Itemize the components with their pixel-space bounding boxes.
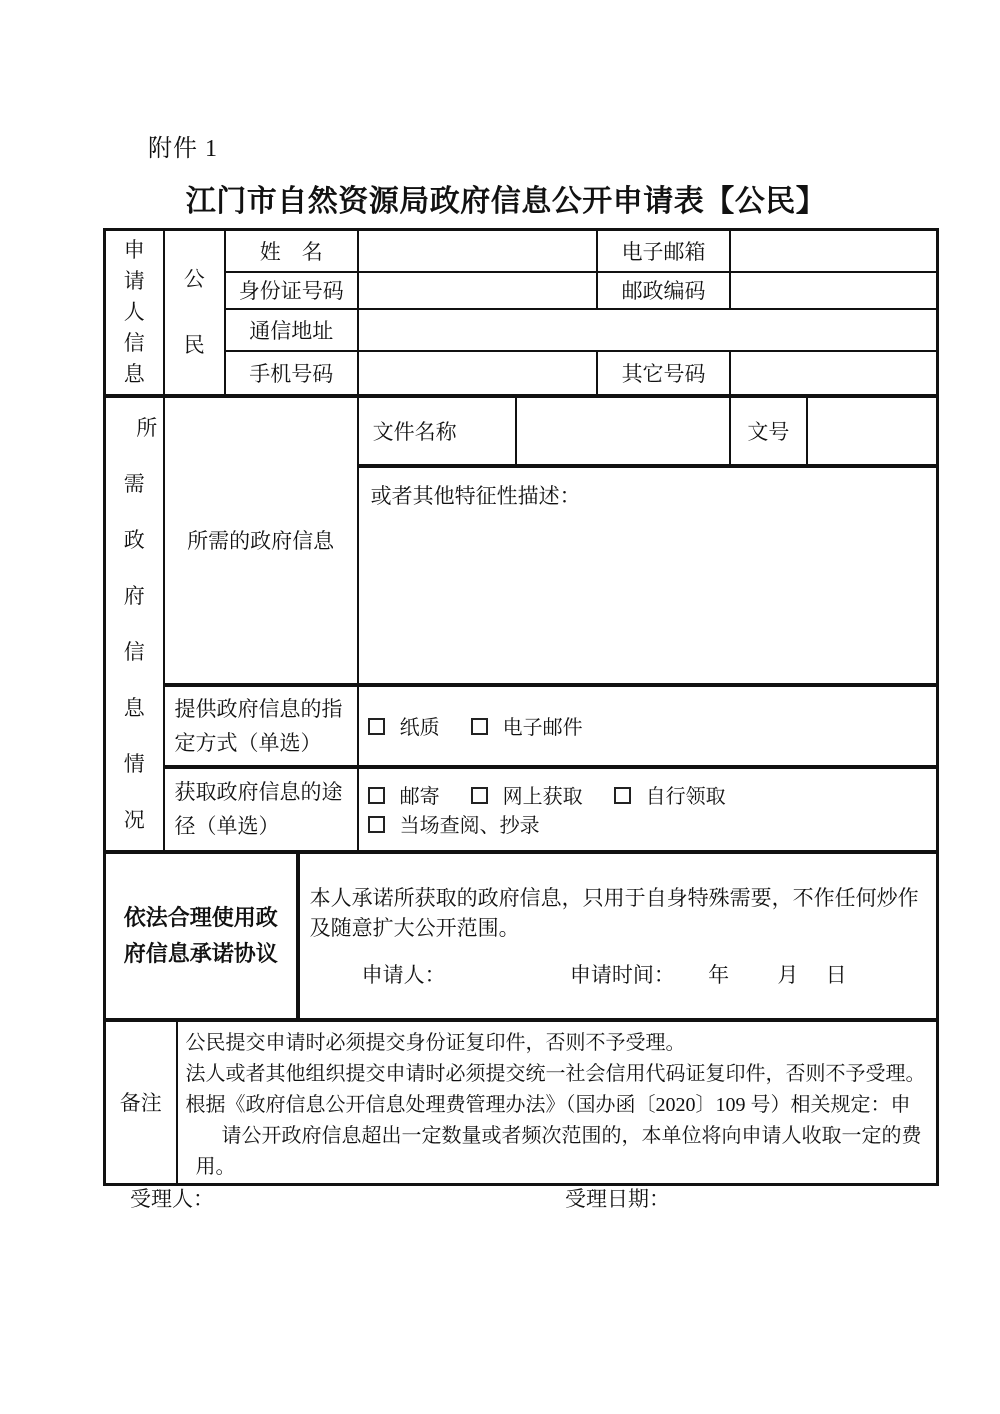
applicant-type-cell — [164, 230, 225, 396]
delivery-method-options — [358, 685, 937, 767]
address-label: 通信地址 — [225, 309, 358, 351]
signature-month-label: 月 — [777, 962, 799, 987]
other-phone-input-cell[interactable] — [730, 351, 937, 396]
remark-line: 根据《政府信息公开信息处理费管理办法》（国办函〔2020〕109 号）相关规定：申 — [185, 1093, 911, 1116]
option-self-pickup-label: 自行领取 — [645, 786, 726, 808]
remark-line: 公民提交申请时必须提交身份证复印件，否则不予受理。 — [185, 1031, 686, 1054]
option-mail — [368, 786, 440, 808]
applicant-section-label: 申请人信息 — [123, 237, 145, 386]
checkbox-paper-icon[interactable] — [368, 718, 385, 735]
postal-code-label: 邮政编码 — [597, 272, 730, 309]
option-onsite-read-label: 当场查阅、抄录 — [399, 815, 540, 837]
option-self-pickup — [614, 786, 726, 808]
handler-label[interactable]: 受理人： — [130, 1187, 214, 1211]
id-number-input-cell[interactable] — [358, 272, 597, 309]
needed-info-label: 所需的政府信息 — [164, 396, 358, 685]
email-input-cell[interactable] — [730, 230, 937, 272]
remark-line: 法人或者其他组织提交申请时必须提交统一社会信用代码证复印件，否则不予受理。 — [185, 1062, 926, 1085]
mobile-label: 手机号码 — [225, 351, 358, 396]
remarks-label: 备注 — [105, 1020, 177, 1185]
option-online — [471, 786, 583, 808]
application-form-table — [103, 228, 939, 1186]
file-name-input-cell[interactable] — [516, 396, 730, 466]
commitment-label: 依法合理使用政府信息承诺协议 — [105, 852, 298, 1020]
checkbox-onsite-read-icon[interactable] — [368, 816, 385, 833]
acceptance-date-label[interactable]: 受理日期： — [565, 1187, 670, 1211]
section-requested-info — [105, 396, 164, 852]
email-label: 电子邮箱 — [597, 230, 730, 272]
signature-time-label[interactable]: 申请时间： — [569, 962, 675, 987]
option-email-delivery — [471, 717, 583, 739]
commitment-content-cell — [298, 852, 937, 1020]
option-paper — [368, 717, 440, 739]
remarks-content-cell — [177, 1020, 938, 1185]
requested-info-section-label: 所需政府信息情况 — [123, 415, 158, 832]
option-onsite-read — [368, 815, 540, 837]
id-number-label: 身份证号码 — [225, 272, 358, 309]
obtain-way-options — [358, 767, 937, 852]
obtain-way-label: 获取政府信息的途径（单选） — [164, 767, 358, 852]
mobile-input-cell[interactable] — [358, 351, 597, 396]
attachment-label: 附件 1 — [148, 136, 218, 162]
signature-applicant-label[interactable]: 申请人： — [361, 962, 446, 987]
description-label: 或者其他特征性描述： — [370, 483, 581, 508]
option-mail-label: 邮寄 — [399, 786, 440, 808]
checkbox-email-delivery-icon[interactable] — [471, 718, 488, 735]
page-title: 江门市自然资源局政府信息公开申请表【公民】 — [185, 185, 827, 218]
checkbox-mail-icon[interactable] — [368, 787, 385, 804]
description-input-cell[interactable] — [358, 466, 937, 685]
remark-line: 用。 — [195, 1155, 236, 1178]
remark-line: 请公开政府信息超出一定数量或者频次范围的，本单位将向申请人收取一定的费 — [221, 1124, 922, 1147]
option-email-delivery-label: 电子邮件 — [502, 717, 583, 739]
checkbox-self-pickup-icon[interactable] — [614, 787, 631, 804]
address-input-cell[interactable] — [358, 309, 937, 351]
name-input-cell[interactable] — [358, 230, 597, 272]
checkbox-online-icon[interactable] — [471, 787, 488, 804]
section-applicant-info — [105, 230, 164, 396]
citizen-label: 公民 — [183, 267, 205, 358]
delivery-method-label: 提供政府信息的指定方式（单选） — [164, 685, 358, 767]
signature-line — [310, 959, 928, 989]
doc-number-input-cell[interactable] — [807, 396, 937, 466]
option-paper-label: 纸质 — [399, 717, 440, 739]
other-phone-label: 其它号码 — [597, 351, 730, 396]
option-online-label: 网上获取 — [502, 786, 583, 808]
commitment-statement: 本人承诺所获取的政府信息，只用于自身特殊需要，不作任何炒作及随意扩大公开范围。 — [309, 885, 919, 940]
postal-code-input-cell[interactable] — [730, 272, 937, 309]
signature-day-label: 日 — [825, 962, 847, 987]
signature-year-label: 年 — [708, 962, 730, 987]
name-label: 姓 名 — [225, 230, 358, 272]
doc-number-label: 文号 — [730, 396, 806, 466]
file-name-label: 文件名称 — [358, 396, 517, 466]
